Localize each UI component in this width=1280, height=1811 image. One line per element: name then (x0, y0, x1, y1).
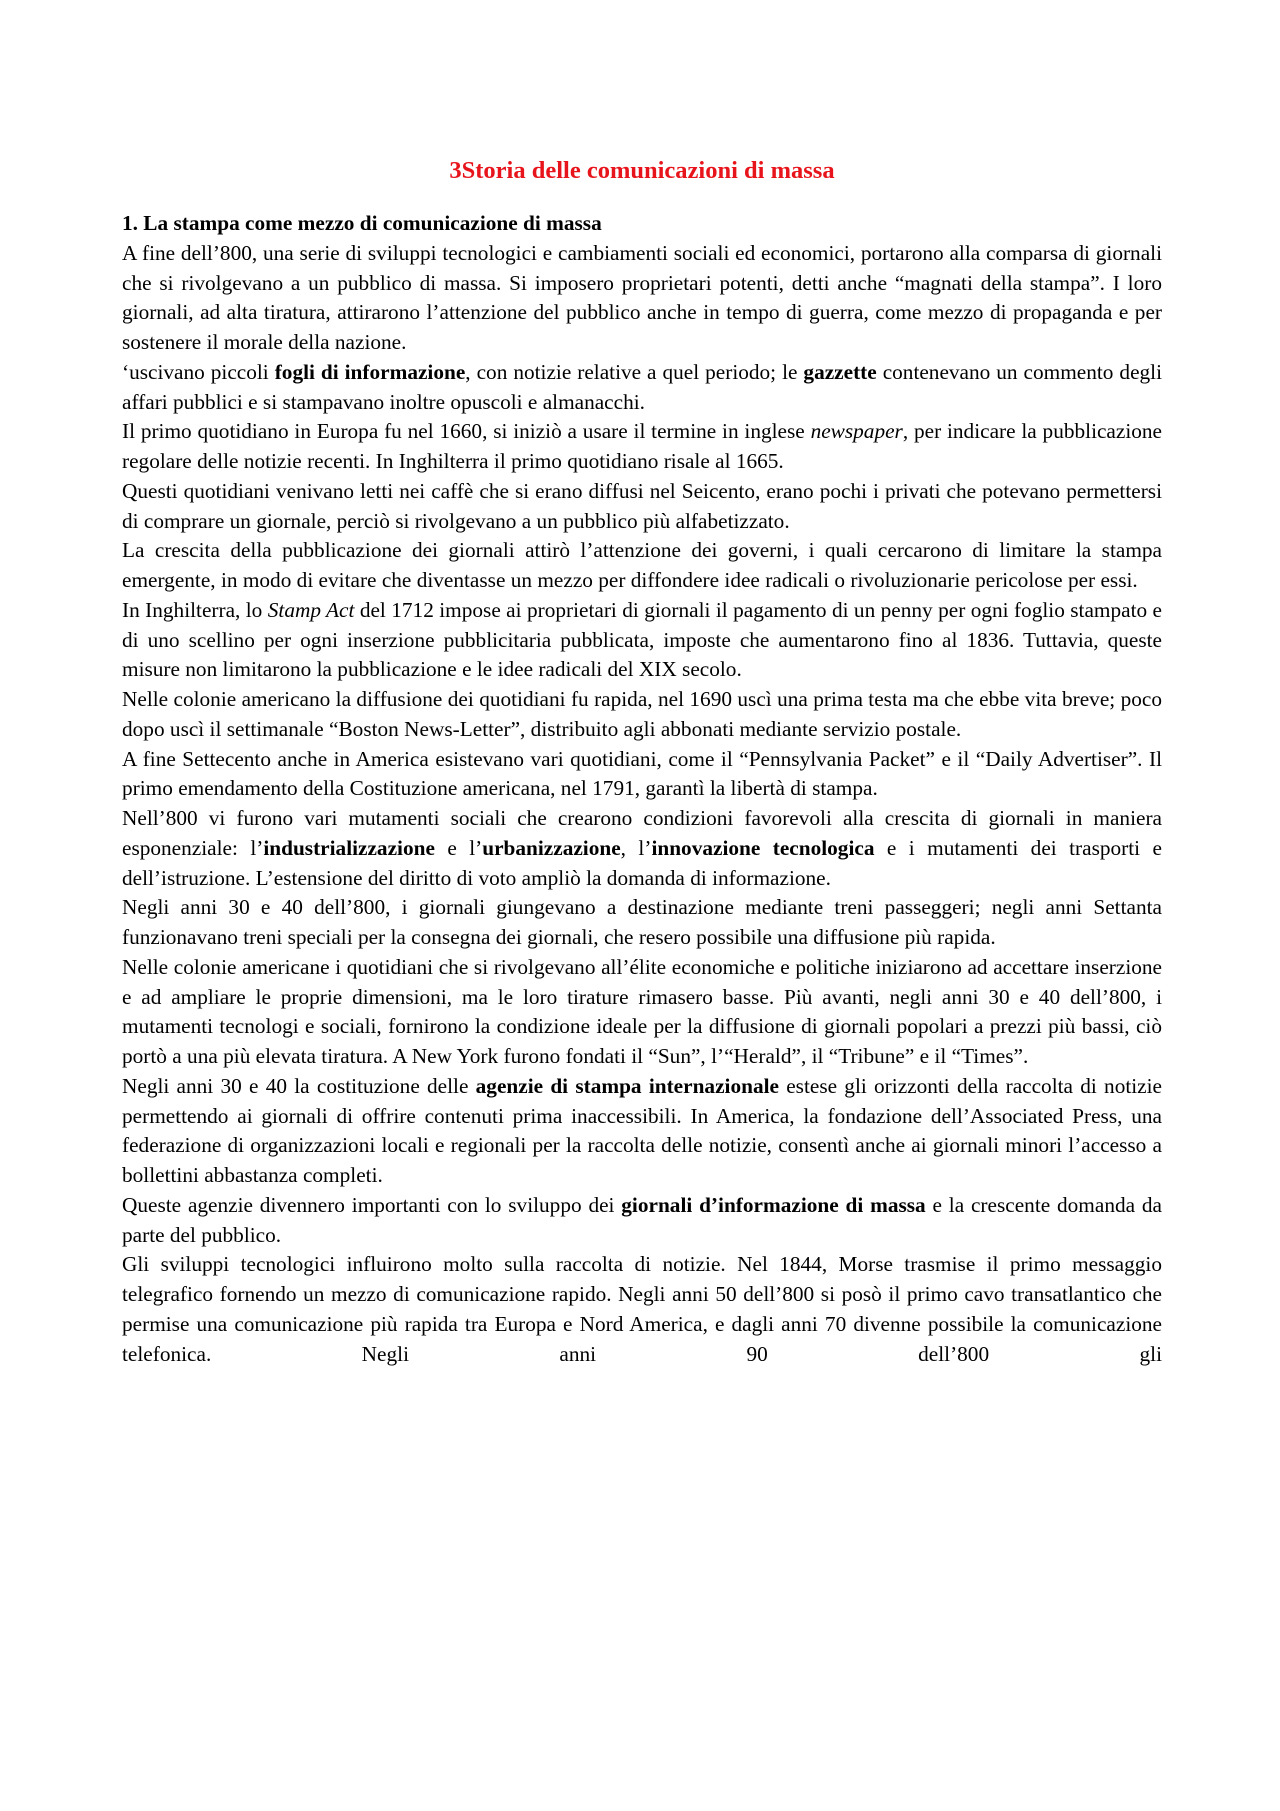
paragraph (122, 239, 1162, 358)
text-run: Questi quotidiani venivano letti nei caffè che si erano diffusi nel Seicento, erano pochi i privati che potevano permettersi di comprare un giornale, perciò si rivolgevano a un pubblico più alfabetizzato. (122, 478, 1162, 533)
paragraph (122, 953, 1162, 1072)
bold-text: agenzie di stampa internazionale (475, 1073, 779, 1098)
text-run: In Inghilterra, lo (122, 597, 268, 622)
paragraph (122, 358, 1162, 418)
paragraph (122, 1250, 1162, 1369)
bold-text: fogli di informazione (274, 359, 466, 384)
text-run: e i mutamenti dei trasporti e dell’istruzione. L’estensione del diritto di voto ampliò la domanda di informazione. (122, 835, 1162, 890)
italic-text: newspaper (810, 419, 903, 444)
paragraph (122, 1072, 1162, 1191)
paragraph (122, 804, 1162, 893)
paragraph (122, 536, 1162, 596)
text-run: Queste agenzie divennero importanti con lo sviluppo dei (122, 1192, 622, 1217)
text-run: ‘uscivano piccoli (122, 359, 275, 384)
text-run: e l’ (434, 835, 483, 860)
paragraph (122, 596, 1162, 685)
text-run: A fine dell’800, una serie di sviluppi tecnologici e cambiamenti sociali ed economici, portarono alla comparsa di giornali che si rivolgevano a un pubblico di massa. Si imposero proprietari potenti, detti anche “magnati della stampa”. I loro giornali, ad alta tiratura, attirarono l’attenzione del pubblico anche in tempo di guerra, come mezzo di propaganda e per sostenere il morale della nazione. (122, 240, 1162, 354)
paragraph (122, 893, 1162, 953)
text-run: Gli sviluppi tecnologici influirono molto sulla raccolta di notizie. Nel 1844, Morse trasmise il primo messaggio telegrafico fornendo un mezzo di comunicazione rapido. Negli anni 50 dell’800 si posò il primo cavo transatlantico che permise una comunicazione più rapida tra Europa e Nord America, e dagli anni 70 divenne possibile la comunicazione telefonica. Negli anni 90 dell’800 gli (122, 1252, 1162, 1366)
text-run: estese gli orizzonti della raccolta di notizie permettendo ai giornali di offrire contenuti prima inaccessibili. In America, la fondazione dell’Associated Press, una federazione di organizzazioni locali e regionali per la raccolta delle notizie, consentì anche ai giornali minori l’accesso a bollettini abbastanza completi. (122, 1073, 1162, 1187)
bold-text: gazzette (803, 359, 877, 384)
text-run: contenevano un commento degli affari pubblici e si stampavano inoltre opuscoli e almanacchi. (122, 359, 1163, 414)
text-run: La crescita della pubblicazione dei giornali attirò l’attenzione dei governi, i quali cercarono di limitare la stampa emergente, in modo di evitare che diventasse un mezzo per diffondere idee radicali o rivoluzionarie pericolose per essi. (122, 538, 1162, 592)
document-body (122, 239, 1162, 1370)
text-run: Negli anni 30 e 40 dell’800, i giornali giungevano a destinazione mediante treni passeggeri; negli anni Settanta funzionavano treni speciali per la consegna dei giornali, che resero possibile una diffusione più rapida. (122, 895, 1162, 949)
italic-text: Stamp Act (267, 597, 355, 622)
bold-text: industrializzazione (263, 835, 435, 860)
paragraph (122, 1191, 1162, 1251)
bold-text: innovazione tecnologica (651, 835, 875, 860)
text-run: del 1712 impose ai proprietari di giornali il pagamento di un penny per ogni foglio stampato e di uno scellino per ogni inserzione pubblicitaria pubblicata, imposte che aumentarono fino al 1836. Tuttavia, queste misure non limitarono la pubblicazione e le idee radicali del XIX secolo. (122, 597, 1163, 682)
bold-text: giornali d’informazione di massa (621, 1192, 926, 1217)
text-run: Nell’800 vi furono vari mutamenti sociali che crearono condizioni favorevoli alla crescita di giornali in maniera esponenziale: l’ (122, 806, 1162, 860)
text-run: Nelle colonie americano la diffusione dei quotidiani fu rapida, nel 1690 uscì una prima testa ma che ebbe vita breve; poco dopo uscì il settimanale “Boston News-Letter”, distribuito agli abbonati mediante servizio postale. (122, 687, 1162, 741)
document-page (122, 155, 1162, 1369)
text-run: Il primo quotidiano in Europa fu nel 1660, si iniziò a usare il termine in inglese (122, 419, 811, 444)
text-run: , l’ (620, 835, 652, 860)
text-run: , per indicare la pubblicazione regolare delle notizie recenti. In Inghilterra il primo quotidiano risale al 1665. (122, 419, 1163, 473)
text-run: Nelle colonie americane i quotidiani che si rivolgevano all’élite economiche e politiche iniziarono ad accettare inserzione e ad ampliare le proprie dimensioni, ma le loro tirature rimasero basse. Più avanti, negli anni 30 e 40 dell’800, i mutamenti tecnologi e sociali, fornirono la condizione ideale per la diffusione di giornali popolari a prezzi più bassi, ciò portò a una più elevata tiratura. A New York furono fondati il “Sun”, l’“Herald”, il “Tribune” e il “Times”. (122, 954, 1162, 1068)
section-heading: 1. La stampa come mezzo di comunicazione di massa (122, 211, 602, 235)
text-run: , con notizie relative a quel periodo; le (465, 359, 804, 384)
paragraph (122, 745, 1162, 805)
text-run: Negli anni 30 e 40 la costituzione delle (122, 1073, 476, 1098)
document-title: 3Storia delle comunicazioni di massa (449, 157, 835, 184)
bold-text: urbanizzazione (482, 835, 621, 860)
paragraph (122, 417, 1162, 477)
text-run: e la crescente domanda da parte del pubblico. (122, 1192, 1162, 1247)
paragraph (122, 477, 1162, 537)
text-run: A fine Settecento anche in America esistevano vari quotidiani, come il “Pennsylvania Packet” e il “Daily Advertiser”. Il primo emendamento della Costituzione americana, nel 1791, garantì la libertà di stampa. (122, 746, 1162, 801)
paragraph (122, 685, 1162, 745)
